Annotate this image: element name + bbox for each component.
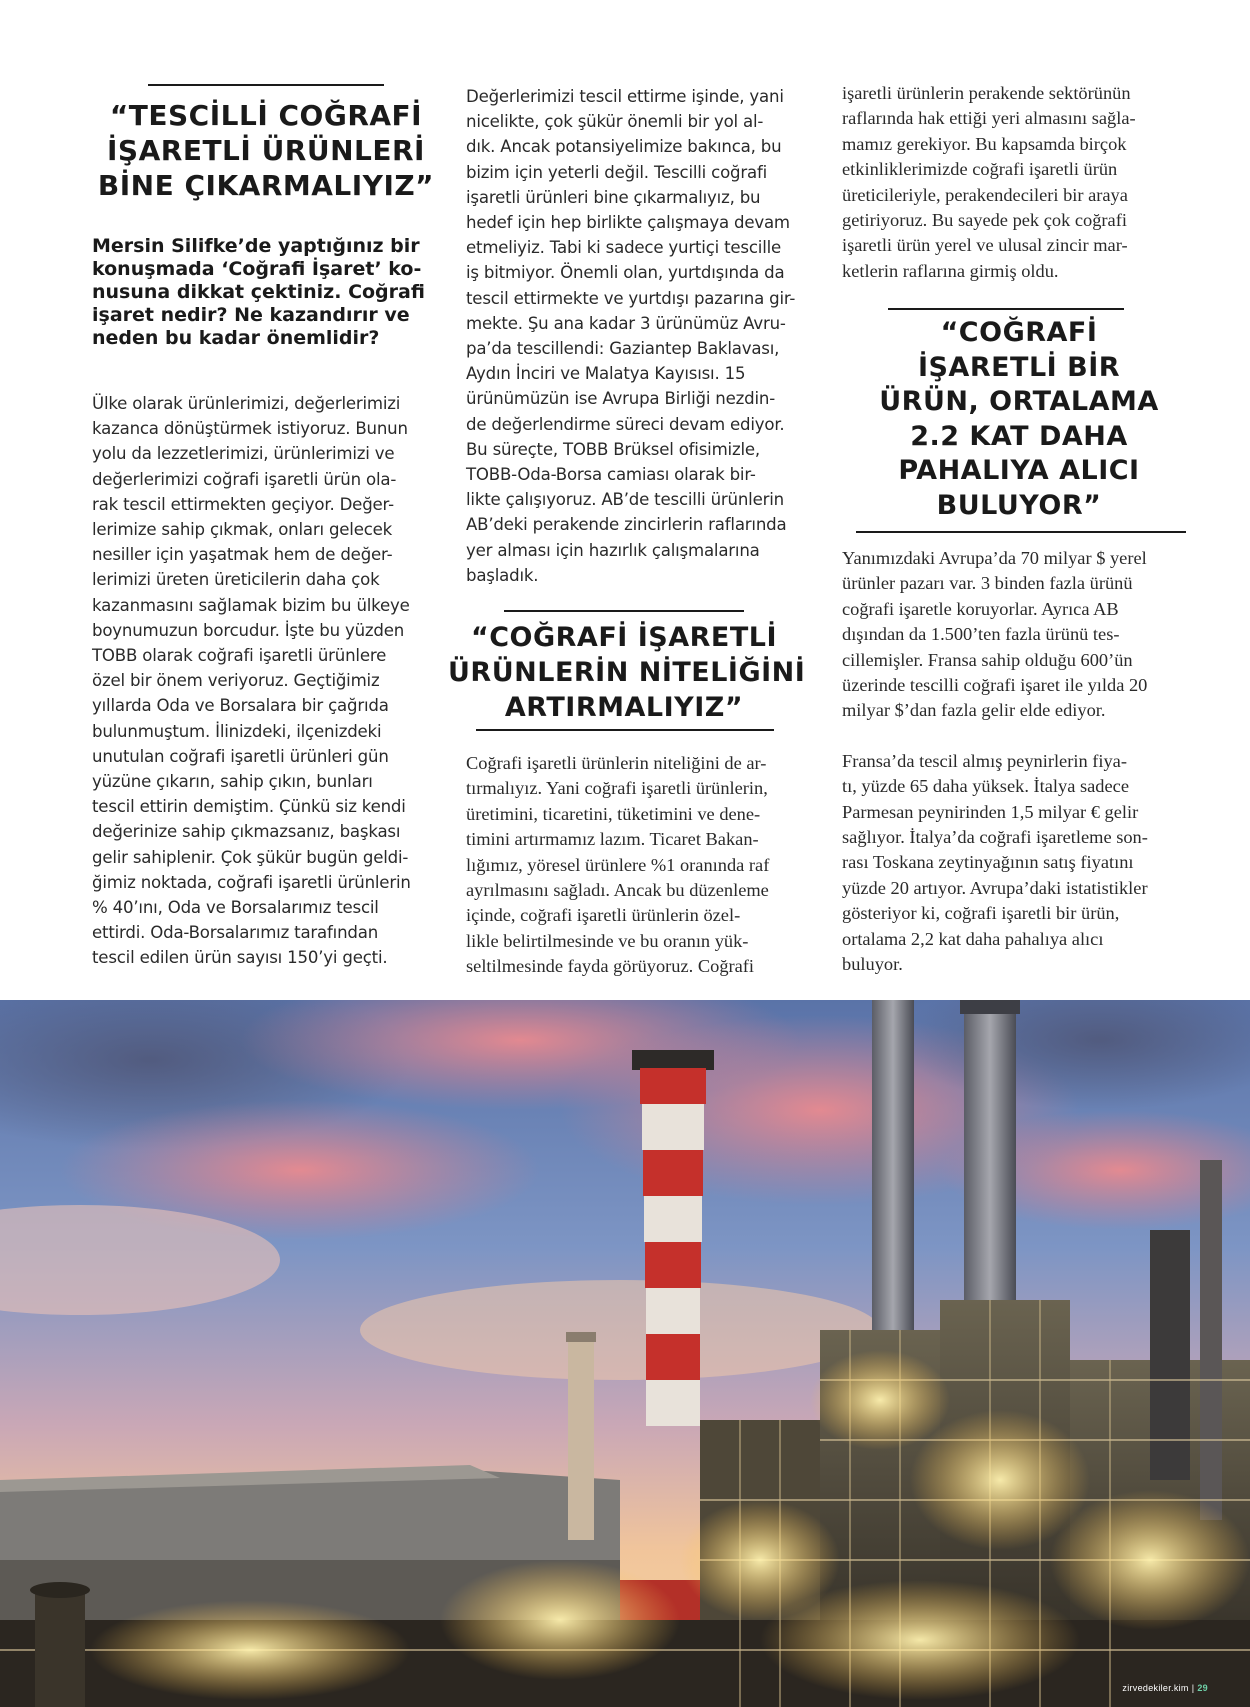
- text-line: rası Toskana zeytinyağının satış fiyatını: [842, 852, 1134, 873]
- text-line: kazanmasını sağlamak bizim bu ülkeye: [92, 595, 410, 615]
- text-line: nusuna dikkat çektiniz. Coğrafi: [92, 281, 425, 303]
- text-line: lerimizi üreten üreticilerin daha çok: [92, 570, 380, 590]
- col2-body-top: [466, 84, 820, 588]
- text-line: neden bu kadar önemlidir?: [92, 327, 380, 349]
- col3-body-bottom: [842, 546, 1200, 978]
- text-line: başladık.: [466, 565, 539, 585]
- text-line: iş bitmiyor. Önemli olan, yurtdışında da: [466, 263, 785, 283]
- text-line: sağlıyor. İtalya’da coğrafi işaretleme son-: [842, 827, 1148, 848]
- text-line: Coğrafi işaretli ürünlerin niteliğini de ar-: [466, 753, 767, 773]
- text-line: raflarında hak ettiği yeri almasını sağla-: [842, 108, 1136, 129]
- text-line: timini artırmamız lazım. Ticaret Bakan-: [466, 829, 759, 850]
- text-line: ÜRÜN, ORTALAMA: [879, 386, 1159, 417]
- page-number: 29: [1197, 1683, 1208, 1693]
- text-line: ğimiz noktada, coğrafi işaretli ürünlerin: [92, 872, 411, 892]
- text-line: rak tescil ettirmekten geçiyor. Değer-: [92, 494, 394, 514]
- text-line: tescil ettirmekte ve yurtdışı pazarına gir-: [466, 288, 796, 308]
- text-line: değerlerimizi coğrafi işaretli ürün ola-: [92, 469, 397, 489]
- text-line: özel bir önem veriyoruz. Geçtiğimiz: [92, 671, 380, 691]
- text-line: likte çalışıyoruz. AB’de tescilli ürünlerin: [466, 490, 784, 510]
- text-line: İŞARETLİ BİR: [917, 351, 1121, 383]
- text-line: gösteriyor ki, coğrafi işaretli bir ürün,: [842, 903, 1120, 924]
- text-line: “COĞRAFİ İŞARETLİ: [470, 622, 778, 653]
- text-line: PAHALIYA ALICI: [898, 455, 1140, 486]
- heading-rule-bottom-col3: [856, 531, 1186, 533]
- text-line: gelir sahiplenir. Çok şükür bugün geldi-: [92, 847, 409, 867]
- heading-rule-top-col1: [148, 84, 384, 86]
- text-line: unutulan coğrafi işaretli ürünleri gün: [92, 746, 389, 766]
- col3-para2: [842, 749, 1200, 978]
- text-line: etmeliyiz. Tabi ki sadece yurtiçi tescille: [466, 238, 782, 258]
- text-line: ortalama 2,2 kat daha pahalıya alıcı: [842, 928, 1104, 949]
- text-line: “TESCİLLİ COĞRAFİ: [109, 99, 423, 132]
- text-line: hedef için hep birlikte çalışmaya devam: [466, 213, 790, 233]
- text-line: tescil ettirin demiştim. Çünkü siz kendi: [92, 797, 406, 817]
- text-line: üretimini, ticaretini, tüketimini ve dene-: [466, 803, 761, 824]
- text-line: Fransa’da tescil almış peynirlerin fiya-: [842, 750, 1127, 771]
- text-line: işaretli ürün yerel ve ulusal zincir mar-: [842, 235, 1128, 256]
- heading-rule-bottom-col2: [476, 729, 774, 731]
- text-line: cillemişler. Fransa sahip olduğu 600’ün: [842, 649, 1133, 670]
- text-line: Mersin Silifke’de yaptığınız bir: [92, 235, 420, 257]
- text-line: boynumuzun borcudur. İşte bu yüzden: [92, 620, 405, 640]
- text-line: seltilmesinde fayda görüyoruz. Coğrafi: [466, 956, 755, 977]
- text-line: ürünler pazarı var. 3 binden fazla ürünü: [842, 573, 1133, 594]
- text-line: ettirdi. Oda-Borsalarımız tarafından: [92, 923, 379, 943]
- text-line: BULUYOR”: [936, 489, 1102, 521]
- col3-body-top: [842, 81, 1198, 284]
- text-line: bizim için yeterli değil. Tescilli coğrafi: [466, 162, 768, 182]
- page-footer: [1122, 1683, 1208, 1693]
- text-line: mamız gerekiyor. Bu kapsamda birçok: [842, 133, 1127, 154]
- text-line: yüzde 20 artıyor. Avrupa’daki istatistikler: [842, 877, 1148, 898]
- text-line: dık. Ancak potansiyelimize bakınca, bu: [466, 137, 782, 157]
- text-line: likle belirtilmesinde ve bu oranın yük-: [466, 930, 749, 951]
- text-line: mekte. Şu ana kadar 3 ürünümüz Avru-: [466, 313, 786, 333]
- footer-separator: |: [1191, 1683, 1195, 1693]
- text-line: nesiller için yaşatmak hem de değer-: [92, 545, 393, 565]
- text-line: ARTIRMALIYIZ”: [504, 692, 744, 723]
- text-line: kazanca dönüştürmek istiyoruz. Bunun: [92, 419, 408, 439]
- text-line: getiriyoruz. Bu sayede pek çok coğrafi: [842, 210, 1127, 231]
- photo-small-chimney: [568, 1340, 594, 1540]
- interview-question: [92, 235, 442, 350]
- text-line: pa’da tescillendi: Gaziantep Baklavası,: [466, 339, 780, 359]
- heading-col3: [842, 316, 1196, 523]
- text-line: içinde, coğrafi işaretli ürünlerin özel-: [466, 905, 741, 926]
- text-line: yer alması için hazırlık çalışmalarına: [466, 540, 760, 560]
- text-line: değerinize sahip çıkmazsanız, başkası: [92, 822, 401, 842]
- col2-body-bottom: [466, 751, 820, 980]
- text-line: Parmesan peynirinden 1,5 milyar € gelir: [842, 801, 1139, 822]
- text-line: lerimize sahip çıkmak, onları gelecek: [92, 520, 393, 540]
- col3-para1: [842, 546, 1200, 724]
- text-line: tı, yüzde 65 daha yüksek. İtalya sadece: [842, 776, 1129, 797]
- text-line: nicelikte, çok şükür önemli bir yol al-: [466, 112, 764, 132]
- photo-foreground-tower: [30, 1582, 90, 1707]
- text-line: BİNE ÇIKARMALIYIZ”: [97, 169, 435, 202]
- text-line: işaretli ürünlerin perakende sektörünün: [842, 83, 1131, 103]
- refinery-photo: [0, 1000, 1250, 1707]
- text-line: İŞARETLİ ÜRÜNLERİ: [107, 134, 425, 167]
- text-line: konuşmada ‘Coğrafi İşaret’ ko-: [92, 258, 422, 280]
- text-line: de değerlendirme süreci devam ediyor.: [466, 414, 785, 434]
- col1-body: [92, 391, 444, 971]
- paragraph-gap: [842, 724, 1200, 749]
- text-line: coğrafi işaretle koruyorlar. Ayrıca AB: [842, 598, 1119, 619]
- heading-col1: [88, 98, 444, 203]
- text-line: 2.2 KAT DAHA: [910, 420, 1128, 452]
- text-line: üreticileriyle, perakendecileri bir araya: [842, 184, 1128, 205]
- text-line: AB’deki perakende zincirlerin raflarında: [466, 515, 787, 535]
- text-line: TOBB olarak coğrafi işaretli ürünlere: [92, 646, 387, 666]
- text-line: yıllarda Oda ve Borsalara bir çağrıda: [92, 696, 389, 716]
- text-line: işaret nedir? Ne kazandırır ve: [92, 304, 410, 326]
- text-line: üzerinde tescilli coğrafi işaret ile yılda 20: [842, 675, 1148, 696]
- heading-rule-top-col3: [888, 308, 1124, 310]
- text-line: tırmalıyız. Yani coğrafi işaretli ürünlerin,: [466, 778, 768, 799]
- text-line: ürünümüzün ise Avrupa Birliği nezdin-: [466, 389, 775, 409]
- text-line: yolu da lezzetlerimizi, ürünlerimizi ve: [92, 444, 395, 464]
- text-line: milyar $’dan fazla gelir elde ediyor.: [842, 700, 1106, 721]
- text-line: lığımız, yöresel ürünlere %1 oranında raf: [466, 854, 770, 875]
- text-line: tescil edilen ürün sayısı 150’yi geçti.: [92, 948, 388, 968]
- text-line: Aydın İnciri ve Malatya Kayısısı. 15: [466, 364, 746, 384]
- text-line: Bu süreçte, TOBB Brüksel ofisimizle,: [466, 439, 760, 459]
- text-line: işaretli ürünleri bine çıkarmalıyız, bu: [466, 187, 761, 207]
- text-line: % 40’ını, Oda ve Borsalarımız tescil: [92, 898, 379, 918]
- text-line: ÜRÜNLERİN NİTELİĞİNİ: [448, 657, 806, 688]
- text-line: ketlerin raflarına girmiş oldu.: [842, 260, 1059, 281]
- heading-rule-top-col2: [504, 610, 744, 612]
- text-line: etkinliklerimizde coğrafi işaretli ürün: [842, 159, 1118, 180]
- heading-col2: [448, 620, 806, 725]
- text-line: Ülke olarak ürünlerimizi, değerlerimizi: [92, 394, 401, 413]
- text-line: bulunmuştum. İlinizdeki, ilçenizdeki: [92, 721, 382, 741]
- footer-site: zirvedekiler.kim: [1122, 1683, 1189, 1693]
- text-line: ayrılmasını sağladı. Ancak bu düzenleme: [466, 880, 769, 901]
- text-line: buluyor.: [842, 954, 903, 975]
- text-line: Değerlerimizi tescil ettirme işinde, yani: [466, 87, 784, 106]
- text-line: dışından da 1.500’ten fazla ürünü tes-: [842, 624, 1120, 645]
- text-line: “COĞRAFİ: [940, 317, 1098, 348]
- text-line: yüzüne çıkarın, sahip çıkın, bunları: [92, 772, 373, 792]
- text-line: TOBB-Oda-Borsa camiası olarak bir-: [466, 465, 756, 485]
- text-line: Yanımızdaki Avrupa’da 70 milyar $ yerel: [842, 548, 1147, 568]
